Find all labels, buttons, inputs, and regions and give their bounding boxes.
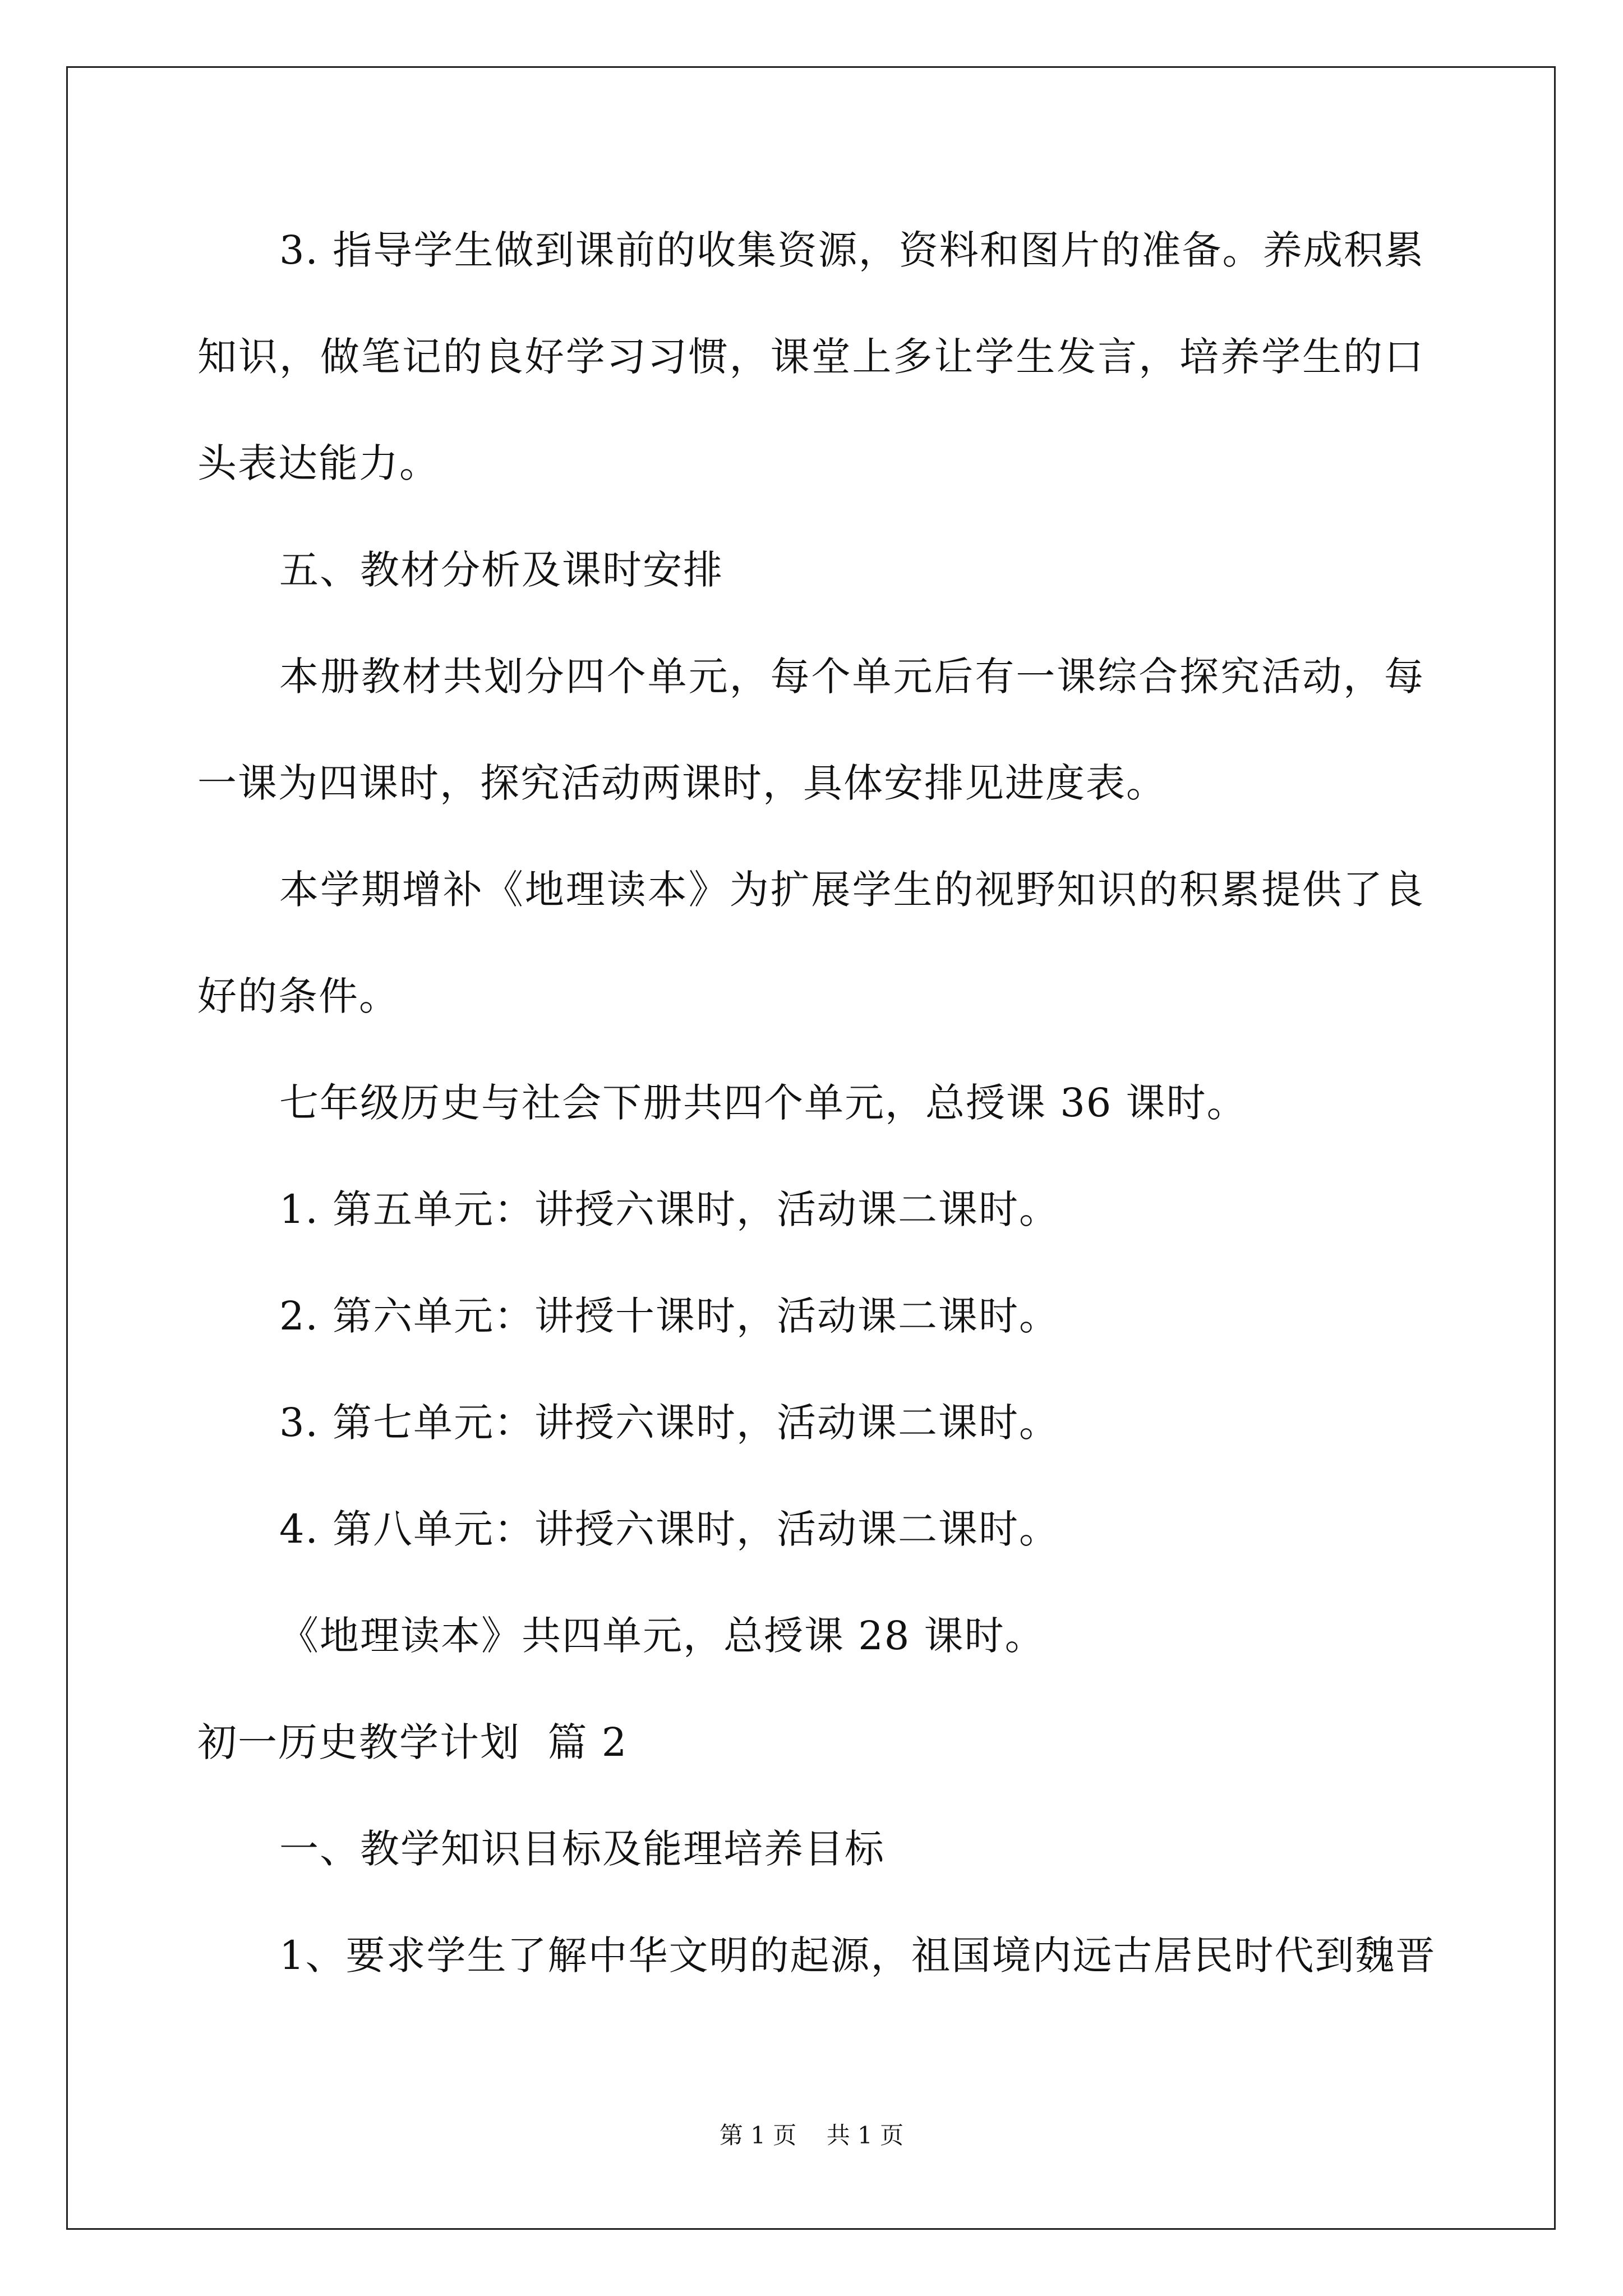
section-heading: 一、教学知识目标及能理培养目标 [279,1826,885,1872]
list-item: 4. 第八单元：讲授六课时，活动课二课时。 [279,1506,1060,1552]
paragraph-line: 七年级历史与社会下册共四个单元，总授课 36 课时。 [279,1080,1247,1126]
page-border [66,66,1556,2230]
article-title: 初一历史教学计划 篇 2 [197,1719,628,1765]
paragraph-line: 3. 指导学生做到课前的收集资源，资料和图片的准备。养成积累 [279,227,1424,273]
paragraph-line: 一课为四课时，探究活动两课时，具体安排见进度表。 [197,760,1166,806]
list-item: 1. 第五单元：讲授六课时，活动课二课时。 [279,1186,1060,1232]
list-item: 2. 第六单元：讲授十课时，活动课二课时。 [279,1293,1060,1339]
paragraph-line: 1、要求学生了解中华文明的起源，祖国境内远古居民时代到魏晋 [279,1932,1436,1978]
paragraph-line: 本册教材共划分四个单元，每个单元后有一课综合探究活动，每 [279,654,1424,700]
paragraph-line: 头表达能力。 [197,440,440,486]
section-heading: 五、教材分析及课时安排 [279,547,723,593]
paragraph-line: 《地理读本》共四单元，总授课 28 课时。 [279,1613,1045,1659]
list-item: 3. 第七单元：讲授六课时，活动课二课时。 [279,1400,1060,1446]
paragraph-line: 好的条件。 [197,973,399,1019]
page-footer: 第 1 页 共 1 页 [719,2122,904,2149]
paragraph-line: 知识，做笔记的良好学习习惯，课堂上多让学生发言，培养学生的口 [197,334,1424,380]
paragraph-line: 本学期增补《地理读本》为扩展学生的视野知识的积累提供了良 [279,867,1424,913]
